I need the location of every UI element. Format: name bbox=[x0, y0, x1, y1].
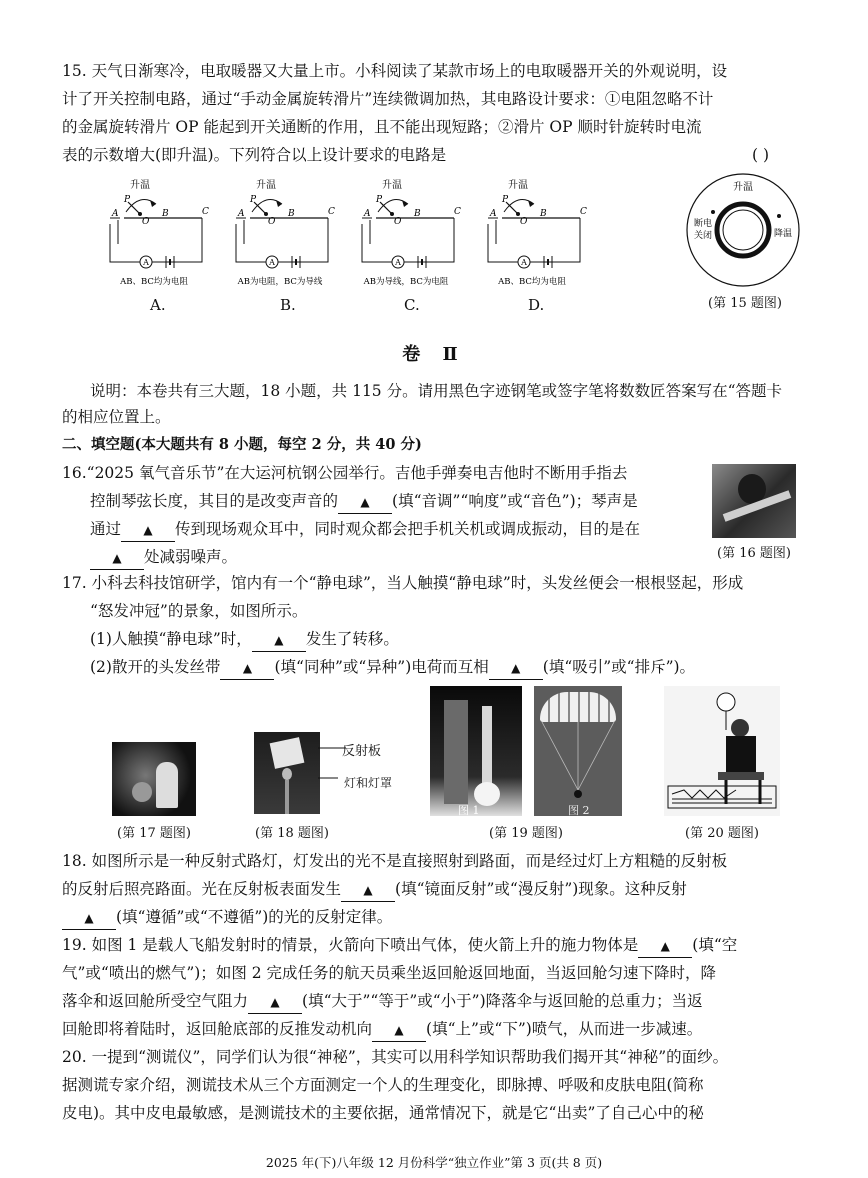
svg-text:A: A bbox=[521, 258, 527, 267]
q16-line-4: ▲ 处减弱噪声。 bbox=[90, 546, 700, 570]
svg-text:AB、BC均为电阻: AB、BC均为电阻 bbox=[498, 277, 566, 287]
q17-fig-caption: (第 17 题图) bbox=[117, 826, 191, 841]
q20-fig-caption: (第 20 题图) bbox=[685, 826, 759, 841]
q15-line-2: 计了开关控制电路，通过“手动金属旋转滑片”连续微调加热，其电路设计要求：①电阻忽略不计 bbox=[62, 90, 714, 108]
q15-option-a-label: A. bbox=[150, 296, 166, 314]
q18-blank-1[interactable]: ▲ bbox=[341, 879, 395, 902]
q19-fig-caption: (第 19 题图) bbox=[489, 826, 563, 841]
svg-text:O: O bbox=[268, 217, 276, 227]
q15-line-3: 的金属旋转滑片 OP 能起到开关通断的作用，且不能出现短路；②滑片 OP 顺时针旋转时电流 bbox=[62, 118, 702, 136]
q15-option-d-label: D. bbox=[528, 296, 545, 314]
q19-parachute-photo bbox=[534, 686, 622, 816]
svg-text:A: A bbox=[269, 258, 275, 267]
svg-text:A: A bbox=[395, 258, 401, 267]
svg-text:B: B bbox=[288, 209, 295, 219]
q18-fig-caption: (第 18 题图) bbox=[255, 826, 329, 841]
svg-text:AB为导线，BC为电阻: AB为导线，BC为电阻 bbox=[363, 277, 449, 287]
q19-line-2: 气”或“喷出的燃气”)；如图 2 完成任务的航天员乘坐返回舱返回地面，当返回舱匀速下降时，降 bbox=[62, 964, 717, 982]
q16-line-1: 16.“2025 氧气音乐节”在大运河杭钢公园举行。吉他手弹奏电吉他时不断用手指去 bbox=[62, 464, 628, 482]
svg-text:A: A bbox=[112, 209, 119, 219]
q17-blank-1[interactable]: ▲ bbox=[252, 629, 306, 652]
q19-parachute-lines bbox=[534, 686, 622, 816]
svg-text:A: A bbox=[143, 258, 149, 267]
q16-line-3: 通过 ▲ 传到现场观众耳中，同时观众都会把手机关机或调成振动，目的是在 bbox=[90, 518, 700, 542]
svg-text:O: O bbox=[520, 217, 528, 227]
svg-text:C: C bbox=[580, 207, 587, 217]
svg-text:P: P bbox=[250, 195, 257, 205]
circuit-option-d bbox=[488, 178, 587, 287]
q18-label-reflector: 反射板 bbox=[342, 744, 382, 759]
q15-knob-diagram bbox=[683, 170, 803, 290]
q15-circuit-figures bbox=[90, 172, 650, 292]
svg-text:A: A bbox=[490, 209, 497, 219]
q19-rocket-launch-photo bbox=[430, 686, 522, 816]
q17-static-ball-photo bbox=[112, 742, 196, 816]
svg-text:升温: 升温 bbox=[733, 182, 753, 193]
svg-text:P: P bbox=[376, 195, 383, 205]
svg-text:B: B bbox=[414, 209, 421, 219]
svg-text:B: B bbox=[162, 209, 169, 219]
svg-text:断电: 断电 bbox=[693, 219, 713, 229]
q16-fig-caption: (第 16 题图) bbox=[717, 546, 791, 561]
svg-text:A: A bbox=[238, 209, 245, 219]
q19-fig1-label: 图 1 bbox=[458, 804, 480, 817]
svg-text:P: P bbox=[124, 195, 131, 205]
q18-line-1: 18. 如图所示是一种反射式路灯，灯发出的光不是直接照射到路面，而是经过灯上方粗糙的反射板 bbox=[62, 852, 728, 870]
q17-blank-2[interactable]: ▲ bbox=[220, 657, 274, 680]
svg-text:AB为电阻，BC为导线: AB为电阻，BC为导线 bbox=[237, 277, 323, 287]
q15-option-c-label: C. bbox=[404, 296, 420, 314]
q20-lie-detector-drawing bbox=[664, 686, 780, 816]
q15-line-1: 15. 天气日渐寒冷，电取暖器又大量上市。小科阅读了某款市场上的电取暖器开关的外观说明，设 bbox=[62, 62, 728, 80]
circuit-option-c bbox=[362, 178, 461, 287]
q15-option-b-label: B. bbox=[280, 296, 296, 314]
q19-blank-1[interactable]: ▲ bbox=[638, 935, 692, 958]
svg-text:A: A bbox=[364, 209, 371, 219]
part2-heading: 二、填空题(本大题共有 8 小题，每空 2 分，共 40 分) bbox=[62, 436, 422, 453]
q18-line-3: ▲ (填“遵循”或“不遵循”)的光的反射定律。 bbox=[62, 906, 804, 930]
q17-sub-2: (2)散开的头发丝带 ▲ (填“同种”或“异种”)电荷而互相 ▲ (填“吸引”或“排斥”)。 bbox=[90, 656, 832, 680]
svg-text:O: O bbox=[394, 217, 402, 227]
section-note-line-2: 的相应位置上。 bbox=[62, 408, 171, 426]
q16-guitarist-photo bbox=[712, 464, 796, 538]
q16-blank-2[interactable]: ▲ bbox=[121, 519, 175, 542]
svg-text:O: O bbox=[142, 217, 150, 227]
q20-line-2: 据测谎专家介绍，测谎技术从三个方面测定一个人的生理变化，即脉搏、呼吸和皮肤电阻(简称 bbox=[62, 1076, 704, 1094]
q15-fig-caption: (第 15 题图) bbox=[708, 296, 782, 311]
q19-blank-2[interactable]: ▲ bbox=[248, 991, 302, 1014]
q16-blank-3[interactable]: ▲ bbox=[90, 547, 144, 570]
q15-line-4: 表的示数增大(即升温)。下列符合以上设计要求的电路是 bbox=[62, 146, 447, 164]
q19-blank-3[interactable]: ▲ bbox=[372, 1019, 426, 1042]
svg-text:降温: 降温 bbox=[773, 229, 793, 239]
q18-streetlamp-photo bbox=[254, 732, 320, 814]
section-note-line-1: 说明：本卷共有三大题，18 小题，共 115 分。请用黑色字迹钢笔或签字笔将数数匠答案写在“答题卡 bbox=[90, 382, 783, 400]
q17-line-2: “怒发冲冠”的景象，如图所示。 bbox=[90, 602, 308, 620]
svg-text:C: C bbox=[454, 207, 461, 217]
svg-text:C: C bbox=[328, 207, 335, 217]
circuit-option-b bbox=[236, 178, 335, 287]
svg-text:B: B bbox=[540, 209, 547, 219]
q17-sub-1: (1)人触摸“静电球”时， ▲ 发生了转移。 bbox=[90, 628, 832, 652]
q16-line-2: 控制琴弦长度，其目的是改变声音的 ▲ (填“音调”“响度”或“音色”)；琴声是 bbox=[90, 490, 700, 514]
q18-blank-2[interactable]: ▲ bbox=[62, 907, 116, 930]
q20-line-1: 20. 一提到“测谎仪”，同学们认为很“神秘”，其实可以用科学知识帮助我们揭开其“神秘”的面纱。 bbox=[62, 1048, 729, 1066]
q18-label-lamp: 灯和灯罩 bbox=[344, 776, 393, 790]
page-footer: 2025 年(下)八年级 12 月份科学“独立作业”第 3 页(共 8 页) bbox=[265, 1155, 603, 1170]
q19-fig2-label: 图 2 bbox=[568, 804, 590, 817]
q18-line-2: 的反射后照亮路面。光在反射板表面发生 ▲ (填“镜面反射”或“漫反射”)现象。这种反射 bbox=[62, 878, 804, 902]
section-title: 卷 Ⅱ bbox=[402, 344, 466, 365]
q19-line-3: 落伞和返回舱所受空气阻力 ▲ (填“大于”“等于”或“小于”)降落伞与返回舱的总重力；当返 bbox=[62, 990, 804, 1014]
circuit-option-a bbox=[110, 178, 209, 287]
q19-line-4: 回舱即将着陆时，返回舱底部的反推发动机向 ▲ (填“上”或“下”)喷气，从而进一步减速。 bbox=[62, 1018, 804, 1042]
q15-answer-paren: ( ) bbox=[752, 146, 770, 164]
q16-blank-1[interactable]: ▲ bbox=[338, 491, 392, 514]
svg-text:P: P bbox=[502, 195, 509, 205]
svg-text:升温: 升温 bbox=[256, 180, 276, 191]
q20-line-3: 皮电)。其中皮电最敏感，是测谎技术的主要依据，通常情况下，就是它“出卖”了自己心中的秘 bbox=[62, 1104, 704, 1122]
svg-text:升温: 升温 bbox=[382, 180, 402, 191]
svg-text:关闭: 关闭 bbox=[693, 231, 713, 241]
q17-blank-3[interactable]: ▲ bbox=[489, 657, 543, 680]
svg-text:C: C bbox=[202, 207, 209, 217]
q19-line-1: 19. 如图 1 是载人飞船发射时的情景，火箭向下喷出气体，使火箭上升的施力物体是 ▲ (填“空 bbox=[62, 934, 804, 958]
q17-line-1: 17. 小科去科技馆研学，馆内有一个“静电球”，当人触摸“静电球”时，头发丝便会一根根竖起，形成 bbox=[62, 574, 744, 592]
svg-text:升温: 升温 bbox=[130, 180, 150, 191]
svg-text:AB、BC均为电阻: AB、BC均为电阻 bbox=[120, 277, 188, 287]
svg-text:升温: 升温 bbox=[508, 180, 528, 191]
